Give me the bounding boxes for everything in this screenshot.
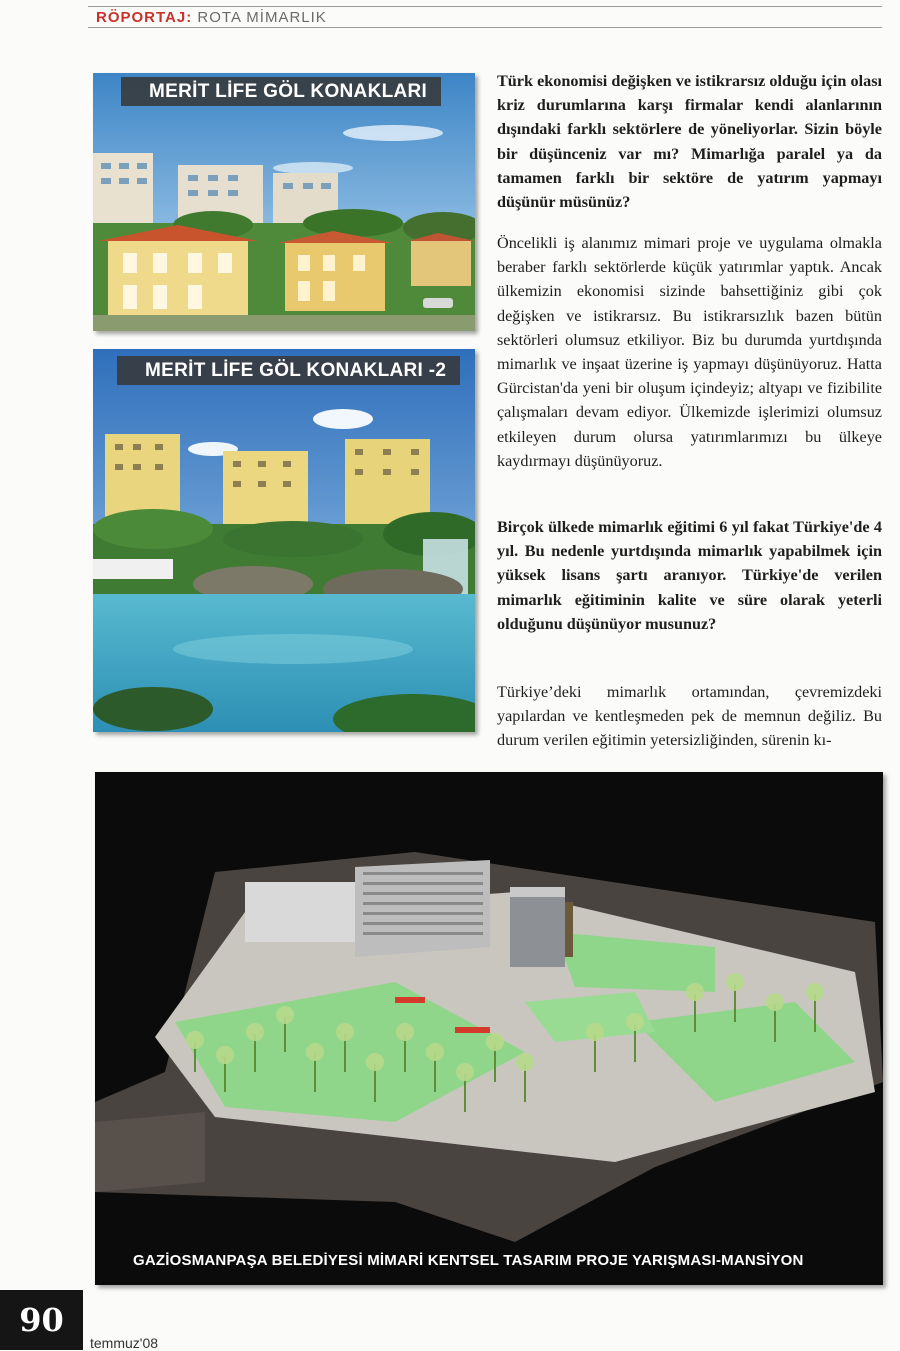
section-subject: ROTA MİMARLIK — [197, 9, 327, 26]
photo-caption-lake: MERİT LİFE GÖL KONAKLARI -2 — [117, 356, 460, 385]
site-plan-rendering — [95, 772, 883, 1285]
article-answer-2-block — [497, 680, 882, 753]
answer-1: Öncelikli iş alanımız mimari proje ve uygulama olmakla beraber farklı sektörlerde küçük yatırımlar yaptık. Ancak ülkemizin ekonomisi sizinde bahsettiğiniz gibi çok değişken ve istikrarsız. Bu istikrarsızlık bazen bütün sektörleri olumsuz etkiliyor. Biz bu durumda yurtdışında mimarlık ve inşaat üzerine iş yapmayı düşünüyoruz. Hatta Gürcistan'da yeni bir oluşum içindeyiz; altyapı ve fizibilite çalışmaları devam ediyor. Ülkemizde işlerimizi olumsuz etkileyen durum olursa yatırımlarımızı bu ülkeye kaydırmayı düşünüyoruz. — [497, 234, 882, 470]
header-rule-bottom — [88, 27, 882, 28]
villas-rendering — [93, 73, 475, 331]
article-column — [497, 69, 882, 214]
photo-caption-villas: MERİT LİFE GÖL KONAKLARI — [121, 77, 441, 106]
section-label: RÖPORTAJ: — [96, 9, 193, 26]
header-rule-top — [88, 6, 882, 7]
question-1: Türk ekonomisi değişken ve istikrarsız olduğu için olası kriz durumlarına karşı firmalar kendi alanlarının dışındaki farklı sektörlere de yöneliyorlar. Sizin böyle bir düşünceniz var mı? Mimarlığa paralel ya da tamamen farklı bir sektöre de yatırım yapmayı düşünür müsünüz? — [497, 72, 882, 212]
photo-lake — [93, 349, 475, 732]
photo-villas — [93, 73, 475, 331]
article-question-2-block — [497, 515, 882, 636]
site-plan-caption: GAZİOSMANPAŞA BELEDİYESİ MİMARİ KENTSEL TASARIM PROJE YARIŞMASI-MANSİYON — [133, 1252, 804, 1269]
page-number: 90 — [0, 1290, 83, 1350]
answer-2: Türkiye’deki mimarlık ortamından, çevremizdeki yapılardan ve kentleşmeden pek de memnun değiliz. Bu durum verilen eğitimin yetersizliğinden, sürenin kı- — [497, 683, 882, 750]
lake-rendering — [93, 349, 475, 732]
issue-date: temmuz'08 — [90, 1335, 159, 1351]
photo-site-plan — [95, 772, 883, 1285]
article-answer-1-block — [497, 231, 882, 473]
section-header — [96, 9, 327, 26]
question-2: Birçok ülkede mimarlık eğitimi 6 yıl fakat Türkiye'de 4 yıl. Bu nedenle yurtdışında mimarlık yapabilmek için yüksek lisans şartı aranıyor. Türkiye'de verilen mimarlık eğitiminin kalite ve süre olarak yeterli olduğunu düşünüyor musunuz? — [497, 518, 882, 633]
